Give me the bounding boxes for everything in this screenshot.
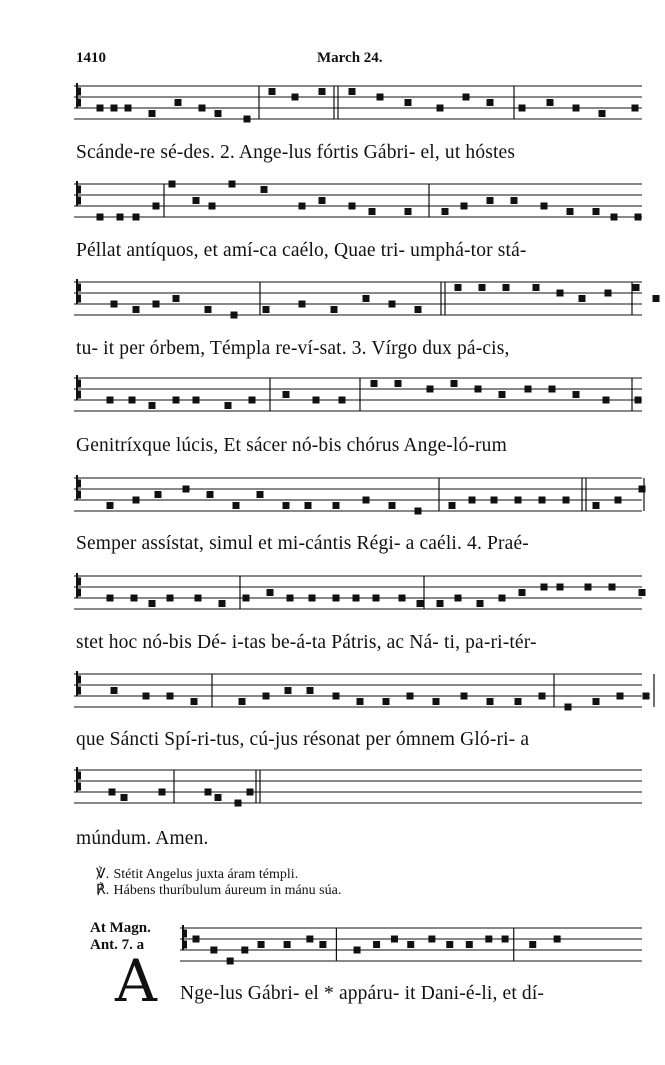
note	[299, 203, 306, 210]
lyric-line: tu- it per órbem, Témpla re-ví-sat. 3. Vírgo dux pá-cis,	[76, 338, 510, 359]
note	[207, 491, 214, 498]
note	[573, 391, 580, 398]
staff-graphic	[74, 670, 642, 717]
note	[195, 595, 202, 602]
running-title: March 24.	[317, 50, 383, 66]
note	[319, 197, 326, 204]
note	[405, 99, 412, 106]
note	[428, 936, 435, 943]
versicle-text: Stétit Angelus juxta áram témpli.	[113, 867, 299, 882]
c-clef-icon	[76, 279, 81, 304]
note	[373, 595, 380, 602]
note	[153, 301, 160, 308]
note	[233, 502, 240, 509]
antiphon-label-line2: Ant. 7. a	[90, 937, 145, 953]
note	[475, 386, 482, 393]
note	[357, 698, 364, 705]
note	[477, 600, 484, 607]
note	[257, 491, 264, 498]
note	[463, 94, 470, 101]
note	[243, 595, 250, 602]
lyric-line: stet hoc nó-bis Dé- i-tas be-á-ta Pátris, ac Ná- ti, pa-ri-tér-	[76, 632, 537, 653]
note	[567, 208, 574, 215]
note	[258, 941, 265, 948]
note	[605, 290, 612, 297]
note	[193, 197, 200, 204]
note	[231, 312, 238, 319]
note	[167, 693, 174, 700]
music-staff	[74, 766, 642, 812]
note	[563, 497, 570, 504]
note	[549, 386, 556, 393]
note	[215, 794, 222, 801]
note	[183, 486, 190, 493]
note	[371, 380, 378, 387]
lyric-line: que Sáncti Spí-ri-tus, cú-jus résonat per ómnem Gló-ri- a	[76, 729, 530, 750]
note	[433, 698, 440, 705]
note	[155, 491, 162, 498]
note	[159, 789, 166, 796]
note	[175, 99, 182, 106]
note	[299, 301, 306, 308]
note	[469, 497, 476, 504]
note	[407, 941, 414, 948]
note	[125, 105, 132, 112]
note	[491, 497, 498, 504]
c-clef-icon	[182, 925, 187, 950]
note	[331, 306, 338, 313]
note	[617, 693, 624, 700]
note	[339, 397, 346, 404]
note	[515, 497, 522, 504]
note	[485, 936, 492, 943]
note	[235, 800, 242, 807]
note	[461, 693, 468, 700]
note	[635, 214, 642, 221]
note	[261, 186, 268, 193]
c-clef-icon	[76, 181, 81, 206]
note	[205, 306, 212, 313]
note	[541, 584, 548, 591]
staff-graphic	[74, 572, 642, 619]
note	[287, 595, 294, 602]
note	[599, 110, 606, 117]
note	[611, 214, 618, 221]
c-clef-icon	[76, 573, 81, 598]
note	[333, 502, 340, 509]
note	[525, 386, 532, 393]
lyric-line: Semper assístat, simul et mi-cántis Régi- a caéli. 4. Praé-	[76, 533, 529, 554]
note	[249, 397, 256, 404]
note	[446, 941, 453, 948]
note	[313, 397, 320, 404]
note	[369, 208, 376, 215]
note	[111, 105, 118, 112]
versicle-line	[96, 866, 298, 883]
note	[541, 203, 548, 210]
note	[427, 386, 434, 393]
note	[437, 105, 444, 112]
note	[519, 105, 526, 112]
note	[267, 589, 274, 596]
note	[263, 306, 270, 313]
lyric-line: Scánde-re sé-des. 2. Ange-lus fórtis Gábri- el, ut hóstes	[76, 142, 516, 163]
note	[529, 941, 536, 948]
staff-graphic	[74, 180, 642, 227]
note	[565, 704, 572, 711]
note	[635, 397, 642, 404]
music-staff	[180, 924, 642, 970]
note	[363, 295, 370, 302]
note	[191, 698, 198, 705]
note	[399, 595, 406, 602]
note	[519, 589, 526, 596]
note	[153, 203, 160, 210]
note	[487, 698, 494, 705]
note	[306, 936, 313, 943]
lyric-line: Péllat antíquos, et amí-ca caélo, Quae tri- umphá-tor stá-	[76, 240, 527, 261]
note	[503, 284, 510, 291]
note	[633, 284, 640, 291]
note	[383, 698, 390, 705]
note	[247, 789, 254, 796]
note	[643, 693, 650, 700]
note	[593, 208, 600, 215]
note	[111, 301, 118, 308]
note	[97, 105, 104, 112]
note	[557, 584, 564, 591]
note	[415, 306, 422, 313]
note	[244, 116, 251, 123]
note	[283, 391, 290, 398]
note	[511, 197, 518, 204]
note	[405, 208, 412, 215]
note	[573, 105, 580, 112]
note	[149, 110, 156, 117]
music-staff	[74, 82, 642, 128]
note	[395, 380, 402, 387]
note	[307, 687, 314, 694]
note	[193, 936, 200, 943]
note	[632, 105, 639, 112]
note	[305, 502, 312, 509]
note	[107, 595, 114, 602]
staff-graphic	[74, 474, 642, 521]
note	[377, 94, 384, 101]
note	[173, 295, 180, 302]
note	[333, 693, 340, 700]
antiphon-initial: A	[115, 947, 157, 1015]
note	[653, 295, 660, 302]
staff-graphic	[74, 374, 642, 421]
note	[539, 693, 546, 700]
note	[117, 214, 124, 221]
note	[363, 497, 370, 504]
note	[121, 794, 128, 801]
note	[263, 693, 270, 700]
note	[487, 197, 494, 204]
note	[437, 600, 444, 607]
note	[585, 584, 592, 591]
note	[199, 105, 206, 112]
note	[215, 110, 222, 117]
note	[554, 936, 561, 943]
note	[227, 958, 234, 965]
response-text: Hábens thuríbulum áureum in mánu súa.	[113, 883, 342, 898]
note	[210, 947, 217, 954]
note	[129, 397, 136, 404]
note	[167, 595, 174, 602]
note	[349, 88, 356, 95]
note	[455, 595, 462, 602]
note	[502, 936, 509, 943]
staff-graphic	[180, 924, 642, 971]
note	[205, 789, 212, 796]
response-symbol: ℟.	[96, 883, 110, 898]
note	[131, 595, 138, 602]
note	[354, 947, 361, 954]
note	[579, 295, 586, 302]
note	[407, 693, 414, 700]
note	[593, 502, 600, 509]
versicle-symbol: ℣.	[96, 867, 110, 882]
note	[333, 595, 340, 602]
note	[455, 284, 462, 291]
note	[285, 687, 292, 694]
note	[479, 284, 486, 291]
note	[239, 698, 246, 705]
staff-graphic	[74, 766, 642, 813]
note	[466, 941, 473, 948]
note	[133, 306, 140, 313]
note	[149, 402, 156, 409]
lyric-line: Genitríxque lúcis, Et sácer nó-bis chórus Ange-ló-rum	[76, 435, 507, 456]
note	[515, 698, 522, 705]
note	[487, 99, 494, 106]
note	[309, 595, 316, 602]
note	[391, 936, 398, 943]
note	[209, 203, 216, 210]
note	[111, 687, 118, 694]
note	[389, 502, 396, 509]
lyric-line: múndum. Amen.	[76, 828, 209, 849]
antiphon-lyric: Nge-lus Gábri- el * appáru- it Dani-é-li, et dí-	[180, 983, 545, 1004]
note	[539, 497, 546, 504]
note	[283, 502, 290, 509]
note	[133, 497, 140, 504]
staff-graphic	[74, 278, 642, 325]
note	[241, 947, 248, 954]
note	[109, 789, 116, 796]
note	[615, 497, 622, 504]
note	[461, 203, 468, 210]
note	[349, 203, 356, 210]
note	[557, 290, 564, 297]
note	[389, 301, 396, 308]
note	[547, 99, 554, 106]
note	[292, 94, 299, 101]
c-clef-icon	[76, 475, 81, 500]
note	[169, 181, 176, 188]
note	[593, 698, 600, 705]
note	[449, 502, 456, 509]
note	[373, 941, 380, 948]
note	[133, 214, 140, 221]
music-staff	[74, 474, 642, 520]
music-staff	[74, 572, 642, 618]
note	[225, 402, 232, 409]
note	[415, 508, 422, 515]
response-line	[96, 882, 341, 899]
note	[639, 589, 646, 596]
c-clef-icon	[76, 767, 81, 792]
music-staff	[74, 374, 642, 420]
note	[97, 214, 104, 221]
c-clef-icon	[76, 671, 81, 696]
note	[219, 600, 226, 607]
note	[442, 208, 449, 215]
note	[173, 397, 180, 404]
note	[143, 693, 150, 700]
note	[499, 595, 506, 602]
note	[353, 595, 360, 602]
note	[229, 181, 236, 188]
note	[319, 88, 326, 95]
music-staff	[74, 670, 642, 716]
note	[451, 380, 458, 387]
note	[107, 502, 114, 509]
note	[603, 397, 610, 404]
c-clef-icon	[76, 375, 81, 400]
music-staff	[74, 180, 642, 226]
note	[149, 600, 156, 607]
note	[417, 600, 424, 607]
note	[107, 397, 114, 404]
music-staff	[74, 278, 642, 324]
antiphon-label-line1: At Magn.	[90, 920, 151, 936]
note	[319, 941, 326, 948]
note	[533, 284, 540, 291]
c-clef-icon	[76, 83, 81, 108]
note	[609, 584, 616, 591]
page-number: 1410	[76, 50, 106, 66]
note	[499, 391, 506, 398]
note	[284, 941, 291, 948]
note	[639, 486, 646, 493]
staff-graphic	[74, 82, 642, 129]
note	[193, 397, 200, 404]
note	[269, 88, 276, 95]
